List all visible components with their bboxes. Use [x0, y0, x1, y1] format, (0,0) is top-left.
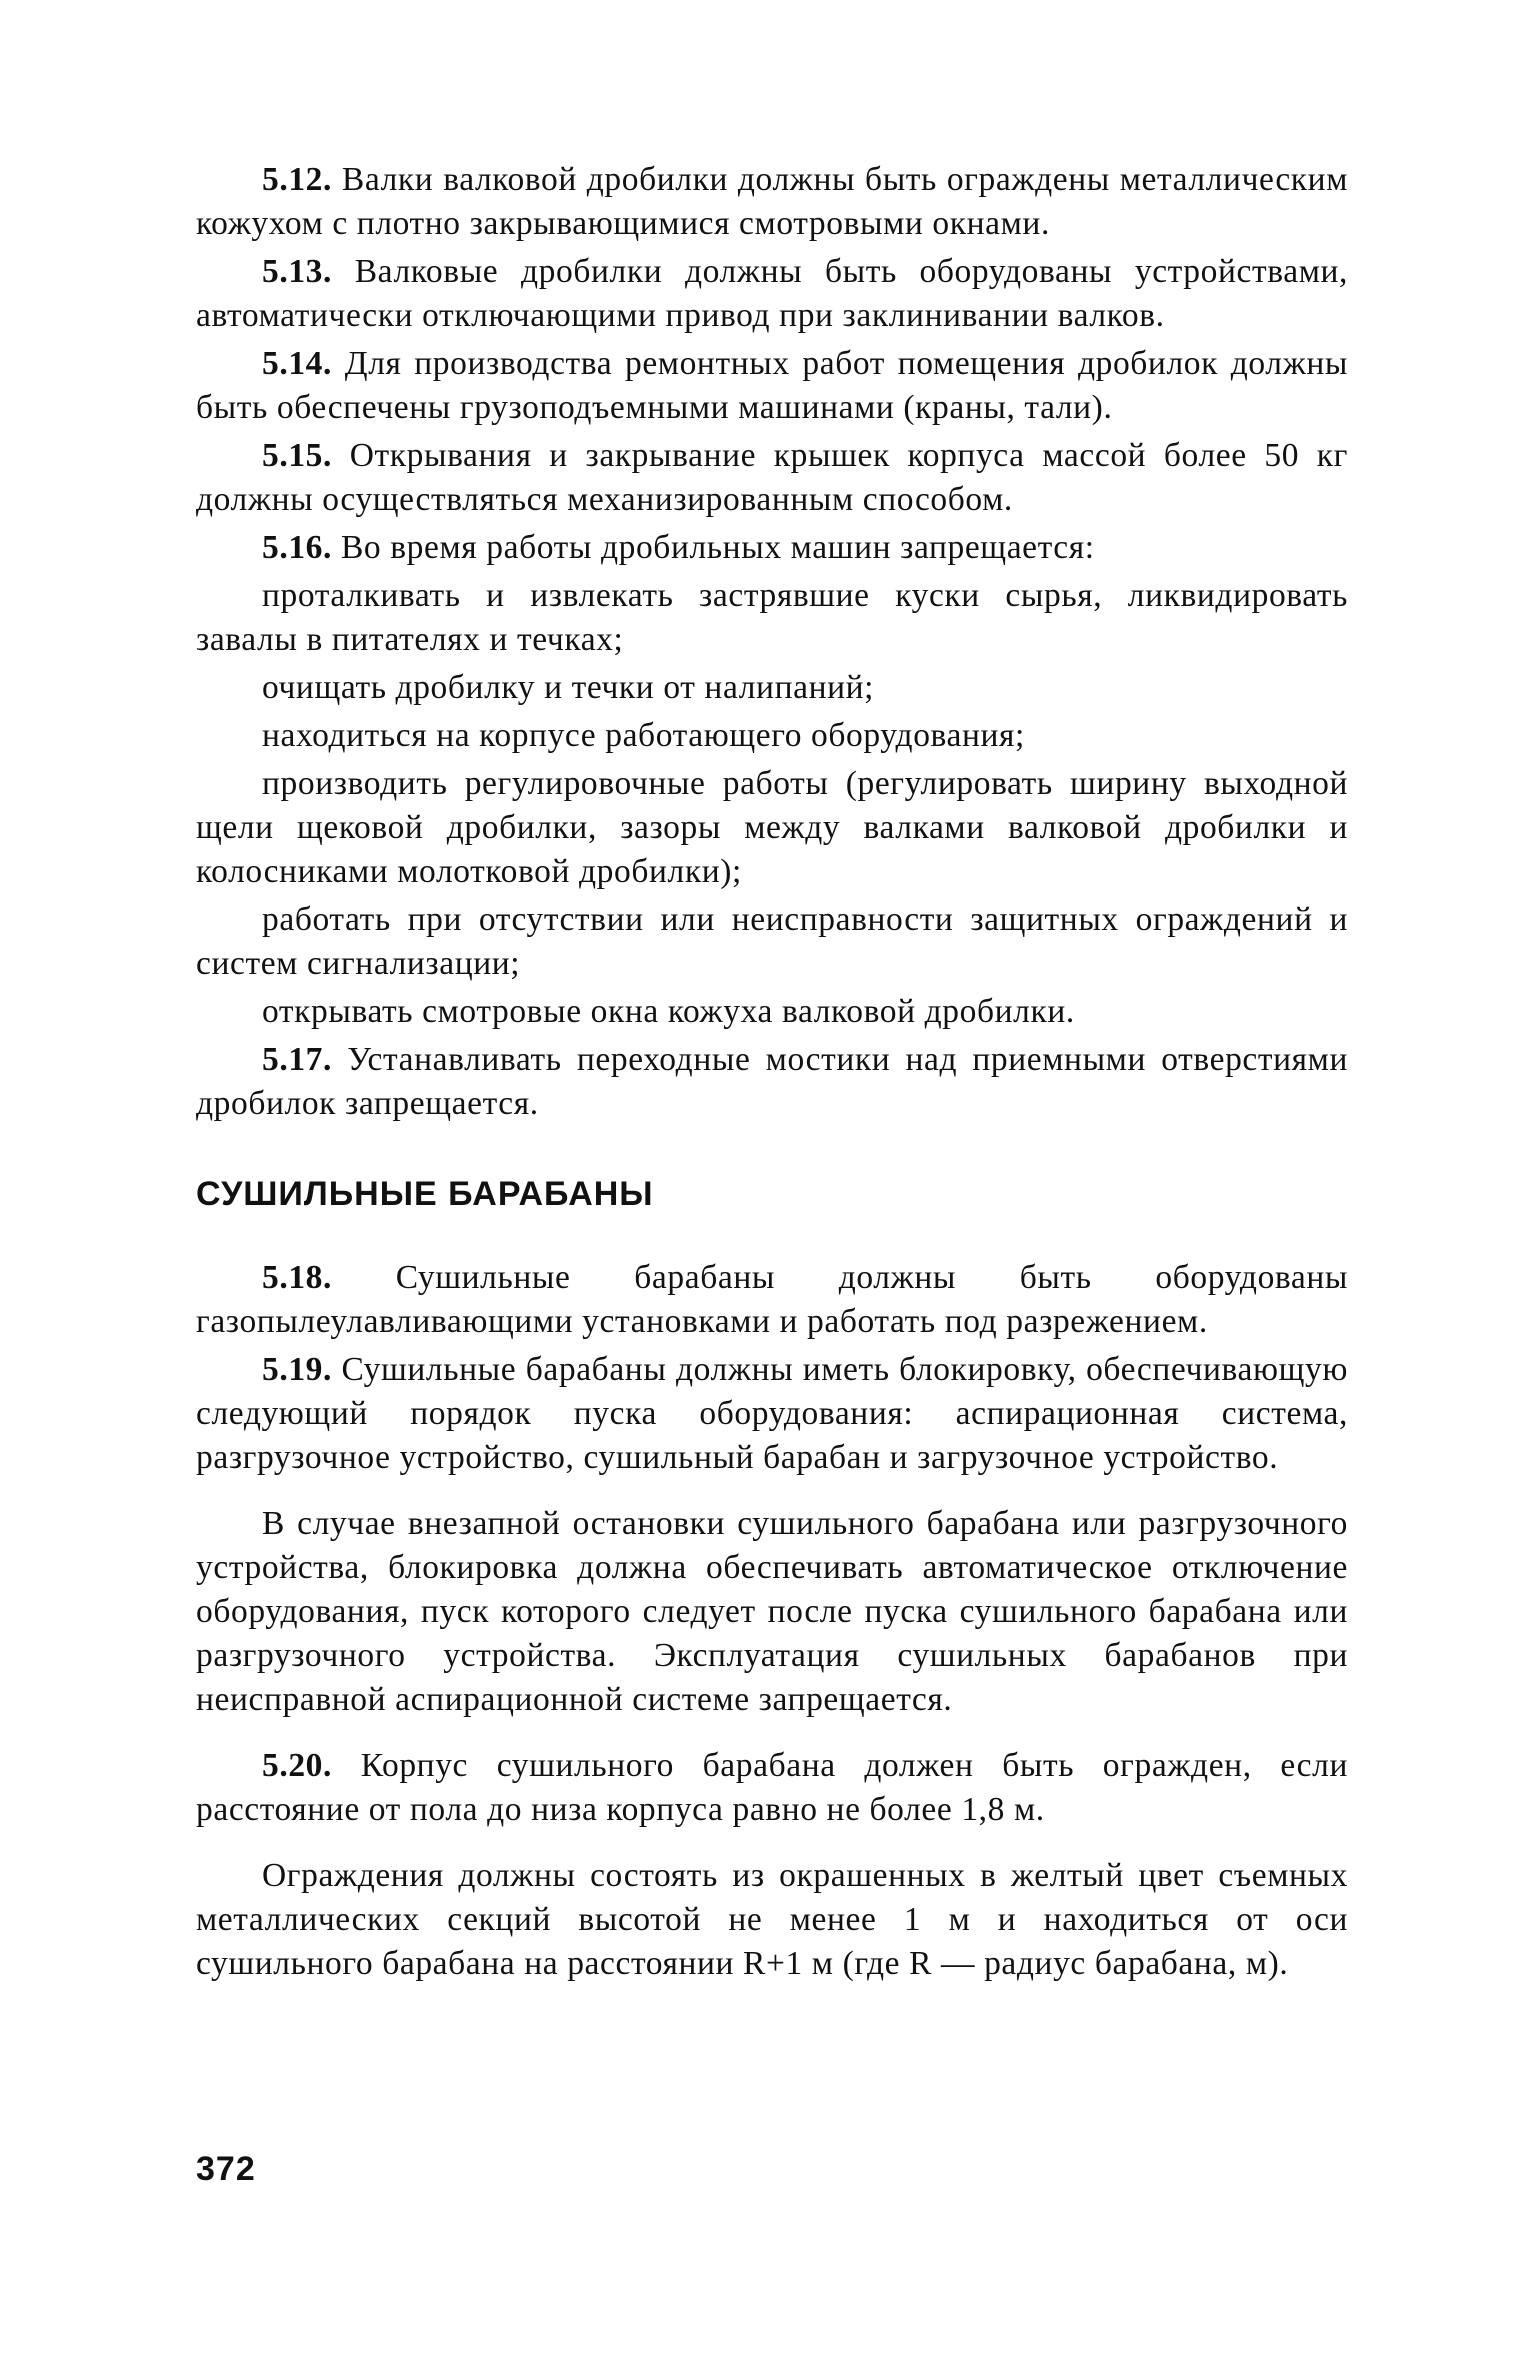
paragraph-text: Во время работы дробильных машин запрещается: [340, 529, 1095, 566]
prohibition-item: открывать смотровые окна кожуха валковой дробилки. [262, 993, 1075, 1030]
paragraph-fencing: Ограждения должны состоять из окрашенных в желтый цвет съемных металлических секций высотой не менее 1 м и находиться от оси сушильного барабана на расстоянии R+1 м (где R — радиус барабана, м). [196, 1857, 1348, 1982]
paragraph-text: Валковые дробилки должны быть оборудованы устройствами, автоматически отключающими привод при заклинивании валков. [196, 253, 1348, 334]
paragraph-text: Валки валковой дробилки должны быть ограждены металлическим кожухом с плотно закрывающимися смотровыми окнами. [196, 161, 1348, 242]
paragraph-5-16 [196, 526, 1348, 570]
paragraph-text: Устанавливать переходные мостики над приемными отверстиями дробилок запрещается. [196, 1041, 1348, 1122]
clause-number: 5.19. [262, 1351, 332, 1388]
paragraph-5-15 [196, 434, 1348, 522]
paragraph-5-14 [196, 342, 1348, 430]
section-heading: СУШИЛЬНЫЕ БАРАБАНЫ [196, 1175, 654, 1213]
prohibition-item: производить регулировочные работы (регулировать ширину выходной щели щековой дробилки, зазоры между валками валковой дробилки и колосниками молотковой дробилки); [196, 765, 1348, 890]
clause-number: 5.17. [262, 1041, 332, 1078]
paragraph-text: Для производства ремонтных работ помещения дробилок должны быть обеспечены грузоподъемными машинами (краны, тали). [196, 345, 1348, 426]
clause-number: 5.12. [262, 161, 332, 198]
clause-number: 5.15. [262, 437, 332, 474]
prohibition-item: очищать дробилку и течки от налипаний; [262, 669, 875, 706]
paragraph-text: Сушильные барабаны должны иметь блокировку, обеспечивающую следующий порядок пуска оборудования: аспирационная система, разгрузочное устройство, сушильный барабан и загрузочное устройство. [196, 1351, 1348, 1476]
prohibition-item: находиться на корпусе работающего оборудования; [262, 717, 1025, 754]
clause-number: 5.18. [262, 1259, 332, 1296]
clause-number: 5.16. [262, 529, 332, 566]
paragraph-text: Открывания и закрывание крышек корпуса массой более 50 кг должны осуществляться механизированным способом. [196, 437, 1348, 518]
clause-number: 5.13. [262, 253, 332, 290]
page-number: 372 [196, 2150, 256, 2188]
clause-number: 5.14. [262, 345, 332, 382]
paragraph-5-12 [196, 158, 1348, 246]
paragraph-5-13 [196, 250, 1348, 338]
paragraph-5-18 [196, 1256, 1348, 1344]
paragraph-text: Корпус сушильного барабана должен быть огражден, если расстояние от пола до низа корпуса равно не более 1,8 м. [196, 1747, 1348, 1828]
page-content [196, 158, 1348, 1990]
clause-number: 5.20. [262, 1747, 332, 1784]
prohibition-item: работать при отсутствии или неисправности защитных ограждений и систем сигнализации; [196, 901, 1348, 982]
paragraph-5-17 [196, 1038, 1348, 1126]
paragraph-text: Сушильные барабаны должны быть оборудованы газопылеулавливающими установками и работать под разрежением. [196, 1259, 1348, 1340]
paragraph-5-19 [196, 1348, 1348, 1480]
paragraph-5-20 [196, 1744, 1348, 1832]
prohibition-item: проталкивать и извлекать застрявшие куски сырья, ликвидировать завалы в питателях и течках; [196, 577, 1348, 658]
paragraph-blocking: В случае внезапной остановки сушильного барабана или разгрузочного устройства, блокировка должна обеспечивать автоматическое отключение оборудования, пуск которого следует после пуска сушильного барабана или разгрузочного устройства. Эксплуатация сушильных барабанов при неисправной аспирационной системе запрещается. [196, 1505, 1348, 1718]
